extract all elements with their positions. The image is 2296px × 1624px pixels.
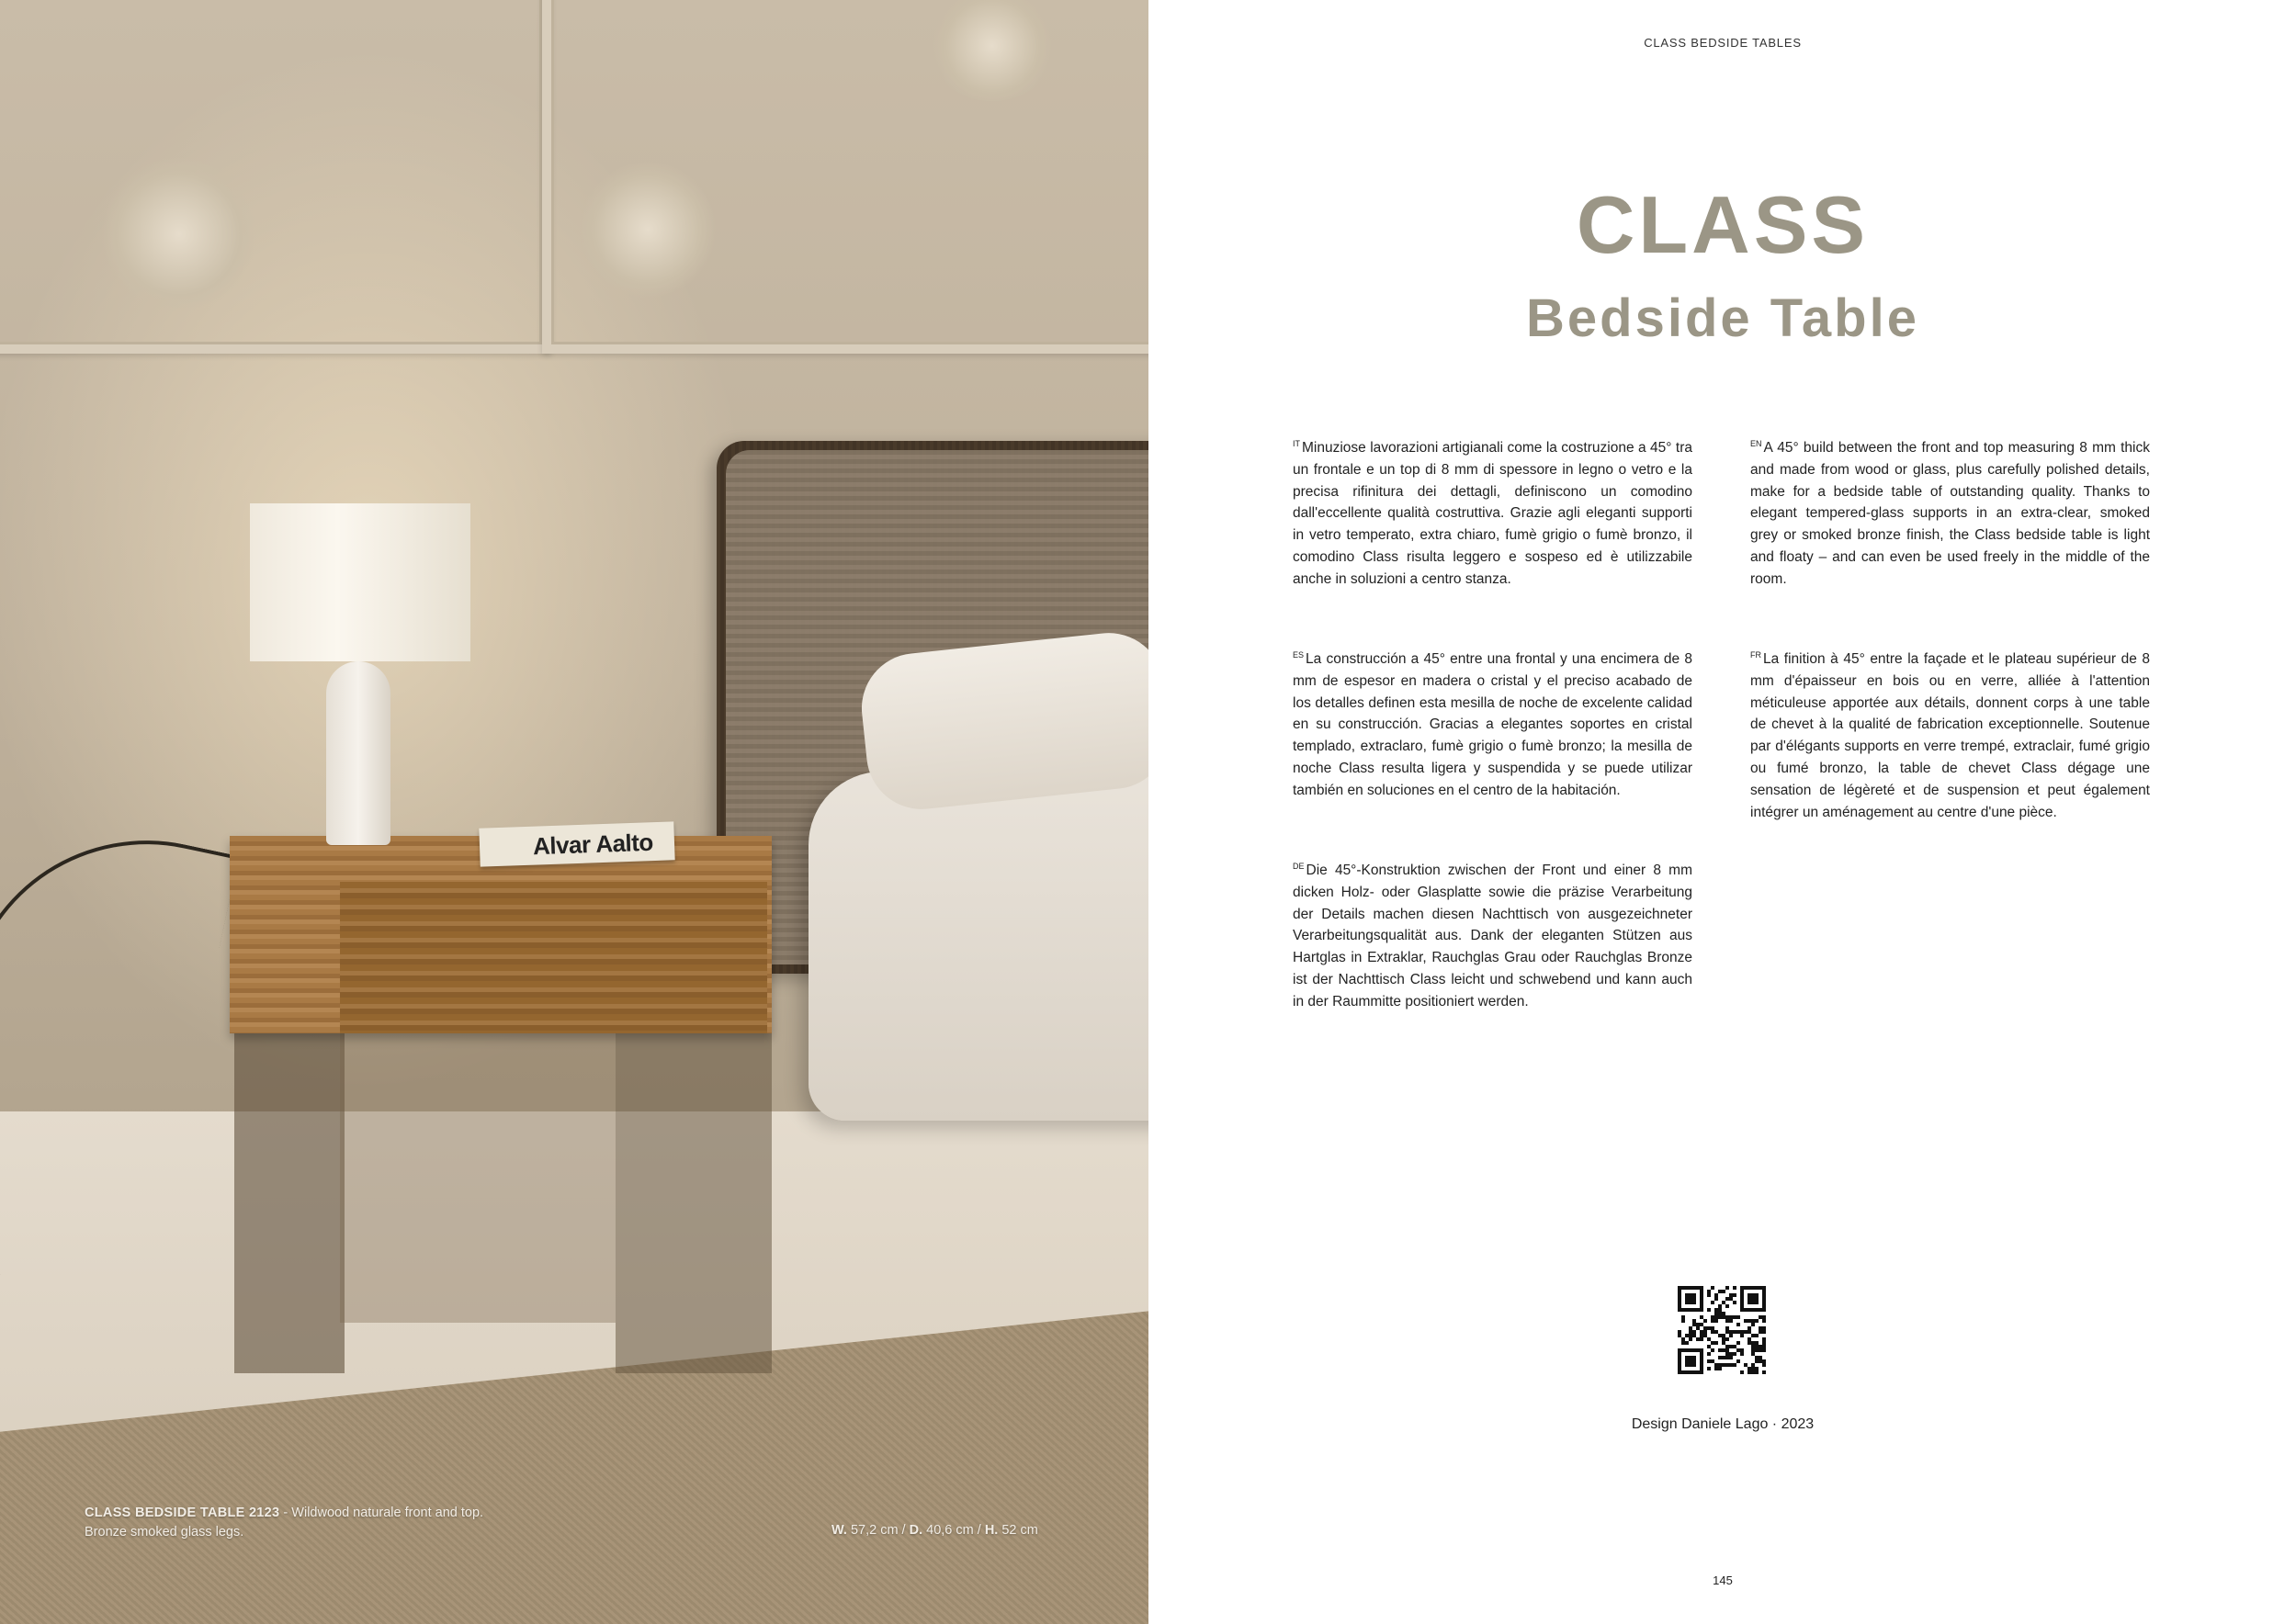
paragraph-it <box>1293 434 1692 591</box>
qr-code[interactable] <box>1678 1286 1766 1374</box>
qr-module <box>1703 1319 1707 1323</box>
text-fr: La finition à 45° entre la façade et le plateau supérieur de 8 mm d'épaisseur en bois ou en verre, alliée à l'attention méticuleuse apportée aux détails, donnent corps à une table de chevet à la qualité de fabrication exceptionnelle. Soutenue par d'élégants supports en verre trempé, extraclair, fumé grigio ou fumé bronzo, la table de chevet Class dégage une sensation de légèreté et de suspension et peut également intégrer un aménagement au centre d'une pièce. <box>1750 651 2150 820</box>
text-it: Minuziose lavorazioni artigianali come la costruzione a 45° tra un frontale e un top di 8 mm di spessore in legno o vetro e la precisa rifinitura dei dettagli, definiscono un comodino dall'eccellente qualità costruttiva. Grazie agli eleganti supporti in vetro temperato, extra chiaro, fumè grigio o fumè bronzo, il comodino Class risulta leggero e sospeso ed è utilizzabile anche in soluzioni a centro stanza. <box>1293 440 1692 587</box>
qr-module <box>1729 1356 1733 1359</box>
qr-module <box>1733 1352 1736 1356</box>
text-es: La construcción a 45° entre una frontal y una encimera de 8 mm de espesor en madera o cristal y el preciso acabado de los detalles definen esta mesilla de noche de excelente calidad en su construcción. Gracias a elegantes soportes en cristal templado, extraclaro, fumè grigio o fumè bronzo; la mesilla de noche Class resulta ligera y suspendida y se puede utilizar también en soluciones en el centro de la habitación. <box>1293 651 1692 798</box>
table-front <box>340 882 767 1033</box>
qr-module <box>1751 1323 1755 1326</box>
qr-module <box>1707 1308 1711 1312</box>
wall-ornament-left <box>101 156 257 312</box>
qr-finder <box>1747 1293 1759 1304</box>
qr-module <box>1755 1319 1759 1323</box>
qr-module <box>1725 1337 1729 1341</box>
lang-tag-it: IT <box>1293 439 1300 448</box>
pillow <box>856 627 1148 815</box>
page-title: CLASS <box>1576 179 1870 270</box>
qr-module <box>1729 1334 1733 1337</box>
qr-module <box>1736 1323 1740 1326</box>
qr-module <box>1689 1337 1692 1341</box>
glass-leg-front <box>340 1029 616 1323</box>
qr-module <box>1755 1370 1759 1374</box>
qr-module <box>1722 1290 1725 1293</box>
lang-tag-de: DE <box>1293 862 1305 871</box>
lamp-shade <box>250 503 470 661</box>
qr-finder <box>1685 1356 1696 1367</box>
paragraph-de <box>1293 856 1692 1013</box>
qr-module <box>1740 1352 1744 1356</box>
mattress <box>809 772 1148 1121</box>
qr-module <box>1700 1337 1703 1341</box>
lang-tag-en: EN <box>1750 439 1762 448</box>
glass-leg-right <box>616 1029 772 1373</box>
dimensions <box>831 1523 1038 1538</box>
qr-finder <box>1685 1293 1696 1304</box>
lang-tag-es: ES <box>1293 650 1305 660</box>
dim-d-label: D. <box>909 1523 923 1538</box>
qr-module <box>1725 1304 1729 1308</box>
qr-module <box>1762 1370 1766 1374</box>
book-title: Alvar Aalto <box>532 828 654 861</box>
wall-ornament-right <box>579 161 717 299</box>
qr-module <box>1711 1301 1714 1304</box>
qr-module <box>1755 1334 1759 1337</box>
qr-module <box>1762 1330 1766 1334</box>
qr-module <box>1762 1363 1766 1367</box>
dim-w-value: 57,2 cm / <box>846 1523 910 1538</box>
qr-module <box>1714 1297 1718 1301</box>
dim-h-value: 52 cm <box>998 1523 1038 1538</box>
text-en: A 45° build between the front and top measuring 8 mm thick and made from wood or glass, plus carefully polished details, make for a bedside table of outstanding quality. Thanks to elegant tempered-glass supports in an extra-clear, smoked grey or smoked bronze finish, the Class bedside table is light and floaty – and can even be used freely in the middle of the room. <box>1750 440 2150 587</box>
photo-caption <box>85 1504 483 1542</box>
wall-molding-left <box>0 0 551 354</box>
qr-module <box>1707 1367 1711 1370</box>
design-credit: Design Daniele Lago · 2023 <box>1631 1416 1815 1432</box>
paragraph-en <box>1750 434 2150 591</box>
text-de: Die 45°-Konstruktion zwischen der Front und einer 8 mm dicken Holz- oder Glasplatte sowie die präzise Verarbeitung der Details machen diesen Nachttisch von ausgezeichneter Verarbeitungsqualität aus. Dank der eleganten Stützen aus Hartglas in Extraklar, Rauchglas Grau oder Rauchglas Bronze ist der Nachttisch Class leicht und schwebend und kann auch in der Raummitte positioniert werden. <box>1293 863 1692 1009</box>
qr-module <box>1711 1348 1714 1352</box>
qr-module <box>1714 1319 1718 1323</box>
qr-module <box>1733 1293 1736 1297</box>
qr-module <box>1714 1341 1718 1345</box>
dim-d-value: 40,6 cm / <box>922 1523 985 1538</box>
qr-module <box>1740 1334 1744 1337</box>
qr-module <box>1725 1286 1729 1290</box>
caption-desc-1: - Wildwood naturale front and top. <box>279 1506 484 1520</box>
lamp-base <box>326 661 390 845</box>
qr-module <box>1736 1315 1740 1319</box>
qr-module <box>1718 1367 1722 1370</box>
paragraph-fr <box>1750 645 2150 823</box>
qr-module <box>1733 1286 1736 1290</box>
paragraph-es <box>1293 645 1692 802</box>
qr-module <box>1707 1352 1711 1356</box>
page-number: 145 <box>1713 1573 1733 1587</box>
running-head: CLASS BEDSIDE TABLES <box>1644 36 1802 50</box>
qr-module <box>1736 1341 1740 1345</box>
qr-module <box>1729 1319 1733 1323</box>
qr-module <box>1685 1341 1689 1345</box>
dim-w-label: W. <box>831 1523 847 1538</box>
page-subtitle: Bedside Table <box>1526 288 1919 348</box>
qr-module <box>1707 1293 1711 1297</box>
lang-tag-fr: FR <box>1750 650 1761 660</box>
qr-module <box>1740 1370 1744 1374</box>
caption-desc-2: Bronze smoked glass legs. <box>85 1525 244 1539</box>
qr-module <box>1733 1301 1736 1304</box>
caption-product: CLASS BEDSIDE TABLE 2123 <box>85 1506 280 1520</box>
qr-module <box>1762 1348 1766 1352</box>
qr-module <box>1681 1319 1685 1323</box>
qr-module <box>1711 1286 1714 1290</box>
qr-module <box>1762 1319 1766 1323</box>
dim-h-label: H. <box>984 1523 999 1538</box>
qr-module <box>1733 1363 1736 1367</box>
qr-module <box>1736 1359 1740 1363</box>
